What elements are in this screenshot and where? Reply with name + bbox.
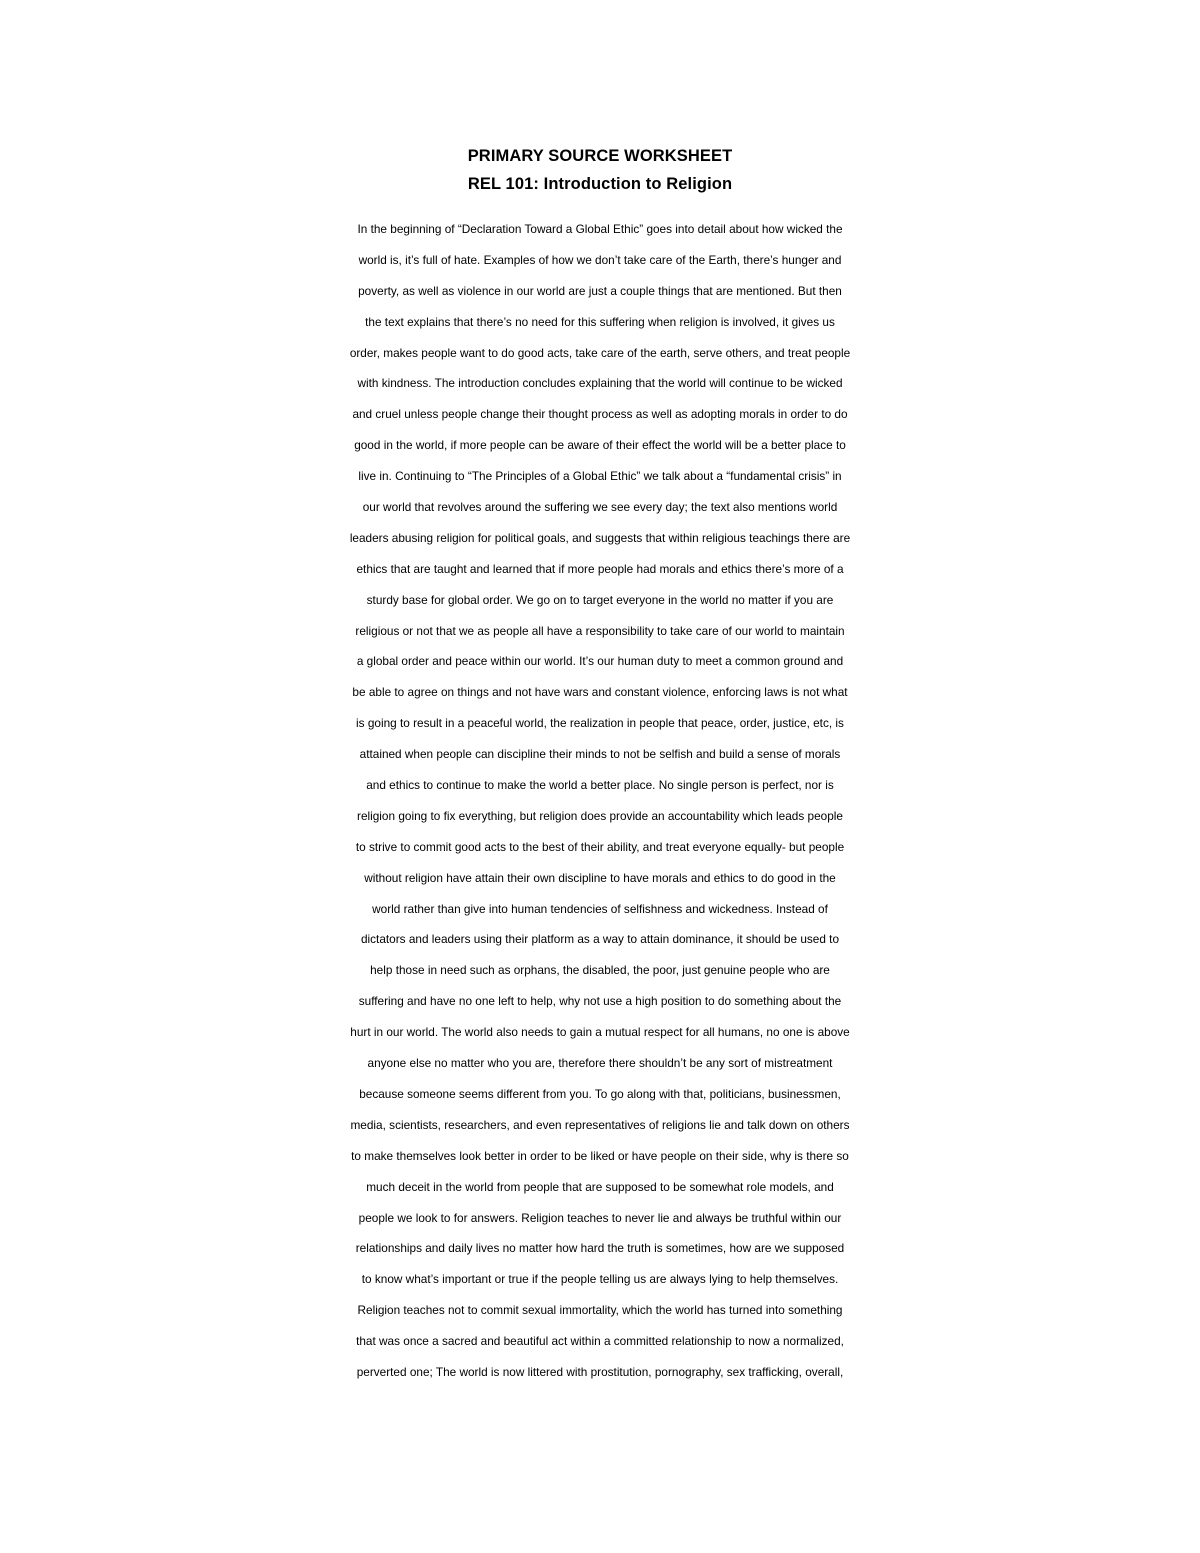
body-text-line: relationships and daily lives no matter how hard the truth is sometimes, how are we supposed <box>355 1241 845 1256</box>
body-text-line: help those in need such as orphans, the disabled, the poor, just genuine people who are <box>370 963 830 978</box>
body-text-line: be able to agree on things and not have wars and constant violence, enforcing laws is not what <box>352 685 848 700</box>
body-text-line: media, scientists, researchers, and even representatives of religions lie and talk down on others <box>350 1117 850 1132</box>
body-text-line: to know what’s important or true if the people telling us are always lying to help themselves. <box>361 1272 839 1287</box>
body-text-line: poverty, as well as violence in our world are just a couple things that are mentioned. But then <box>358 283 842 298</box>
body-text-line: In the beginning of “Declaration Toward a Global Ethic” goes into detail about how wicked the <box>357 222 843 236</box>
body-text-line: and ethics to continue to make the world a better place. No single person is perfect, nor is <box>366 778 834 793</box>
body-text-line: leaders abusing religion for political goals, and suggests that within religious teachings there are <box>349 530 851 545</box>
body-text-line: world rather than give into human tendencies of selfishness and wickedness. Instead of <box>372 901 828 916</box>
body-text-line: order, makes people want to do good acts, take care of the earth, serve others, and treat people <box>349 345 851 360</box>
body-text-line: Religion teaches not to commit sexual immortality, which the world has turned into something <box>357 1303 843 1318</box>
course-subtitle: REL 101: Introduction to Religion <box>467 175 733 193</box>
body-text-line: to make themselves look better in order to be liked or have people on their side, why is there so <box>351 1148 849 1163</box>
body-text-line: to strive to commit good acts to the best of their ability, and treat everyone equally- but people <box>355 839 845 854</box>
body-text-line: religion going to fix everything, but religion does provide an accountability which leads people <box>357 808 843 823</box>
body-text-line: religious or not that we as people all have a responsibility to take care of our world to maintain <box>355 623 845 638</box>
body-text-line: attained when people can discipline their minds to not be selfish and build a sense of morals <box>359 747 841 762</box>
body-text-line: perverted one; The world is now littered with prostitution, pornography, sex trafficking, overall, <box>356 1364 844 1379</box>
body-text-line: our world that revolves around the suffering we see every day; the text also mentions world <box>362 500 838 515</box>
body-text-line: without religion have attain their own discipline to have morals and ethics to do good in the <box>364 870 836 885</box>
body-text-line: people we look to for answers. Religion teaches to never lie and always be truthful within our <box>358 1210 842 1225</box>
body-text-line: good in the world, if more people can be aware of their effect the world will be a better place to <box>354 438 846 453</box>
body-text-line: is going to result in a peaceful world, the realization in people that peace, order, justice, etc, is <box>356 716 844 731</box>
body-text-line: live in. Continuing to “The Principles of a Global Ethic” we talk about a “fundamental crisis” in <box>358 469 842 484</box>
body-text-line: world is, it’s full of hate. Examples of how we don’t take care of the Earth, there’s hunger and <box>358 252 842 267</box>
body-text-line: sturdy base for global order. We go on to target everyone in the world no matter if you are <box>366 592 834 607</box>
body-text-line: a global order and peace within our world. It’s our human duty to meet a common ground and <box>356 654 844 669</box>
body-text-line: suffering and have no one left to help, why not use a high position to do something about the <box>358 994 842 1009</box>
essay-body <box>0 214 1200 1388</box>
worksheet-title: PRIMARY SOURCE WORKSHEET <box>467 147 733 165</box>
body-text-line: much deceit in the world from people that are supposed to be somewhat role models, and <box>366 1179 834 1194</box>
body-text-line: and cruel unless people change their thought process as well as adopting morals in order to do <box>352 407 848 422</box>
body-text-line: because someone seems different from you. To go along with that, politicians, businessmen, <box>359 1086 841 1101</box>
body-text-line: with kindness. The introduction concludes explaining that the world will continue to be wicked <box>357 376 843 391</box>
body-text-line: the text explains that there’s no need for this suffering when religion is involved, it gives us <box>365 314 835 329</box>
body-text-line: hurt in our world. The world also needs to gain a mutual respect for all humans, no one is above <box>350 1025 850 1040</box>
body-text-line: anyone else no matter who you are, therefore there shouldn’t be any sort of mistreatment <box>367 1056 833 1071</box>
body-text-line: dictators and leaders using their platform as a way to attain dominance, it should be used to <box>360 932 840 947</box>
body-text-line: ethics that are taught and learned that if more people had morals and ethics there’s more of a <box>356 561 844 576</box>
body-text-line: that was once a sacred and beautiful act within a committed relationship to now a normalized, <box>356 1334 844 1349</box>
